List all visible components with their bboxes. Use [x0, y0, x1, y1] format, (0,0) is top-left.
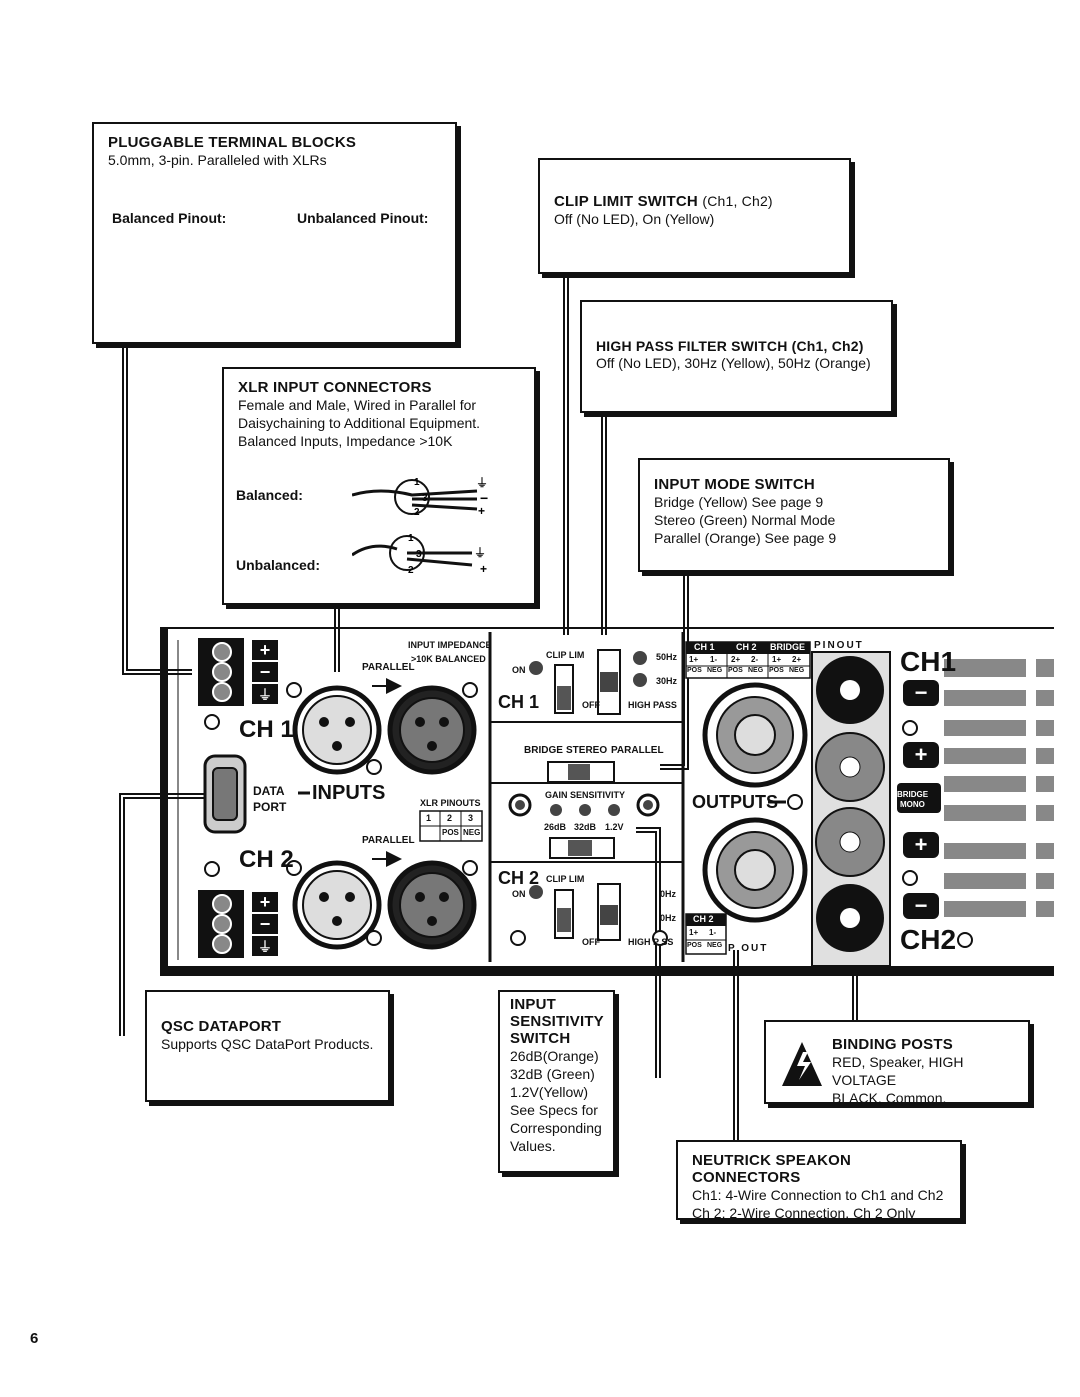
off-label-ch2: OFF: [582, 937, 600, 947]
clip-limit-channels: (Ch1, Ch2): [702, 193, 773, 209]
pinout-2p: 2+: [731, 655, 741, 664]
binding-post-3-red: [816, 808, 884, 876]
xlr-unbalanced-label: Unbalanced:: [236, 557, 321, 573]
svg-text:1: 1: [414, 477, 420, 488]
hz-label-ch2-a: 0Hz: [660, 889, 677, 899]
callout-binding-posts: [764, 1020, 1030, 1104]
input-mode-line-1: Bridge (Yellow) See page 9: [654, 494, 824, 510]
gain-26db-label: 26dB: [544, 822, 567, 832]
pinout-bridge-header: BRIDGE: [770, 642, 806, 652]
bridge-mono-label-1: BRIDGE: [897, 790, 929, 799]
sensitivity-line-5: Corresponding: [510, 1120, 602, 1136]
panel-ch2-label: CH 2: [239, 846, 294, 873]
callout-terminal-blocks: [92, 122, 457, 344]
clip-lim-switch-ch2: [555, 890, 573, 938]
impedance-value: >10K BALANCED: [411, 654, 486, 664]
on-label-ch2: ON: [512, 889, 526, 899]
svg-text:+: +: [259, 892, 271, 912]
svg-text:2: 2: [414, 507, 420, 518]
xlr-pinouts-label: XLR PINOUTS: [420, 798, 481, 808]
clip-lim-switch-ch1: [555, 665, 573, 713]
clip-limit-title: CLIP LIMIT SWITCH: [554, 193, 698, 210]
sensitivity-title-1: INPUT: [510, 996, 556, 1013]
clip-limit-desc: Off (No LED), On (Yellow): [554, 211, 715, 227]
callout-xlr-inputs: [222, 367, 536, 605]
parallel-label-ch1: PARALLEL: [362, 662, 415, 673]
parallel-label-ch2: PARALLEL: [362, 835, 415, 846]
sensitivity-line-2: 32dB (Green): [510, 1066, 595, 1082]
gain-sensitivity-label: GAIN SENSITIVITY: [545, 790, 626, 800]
input-mode-switch: [548, 762, 614, 782]
callout-high-pass: [580, 300, 893, 413]
pinout-label-top: PINOUT: [814, 640, 864, 651]
callout-dataport: [145, 990, 390, 1102]
sensitivity-line-3: 1.2V(Yellow): [510, 1084, 589, 1100]
gain-32db-label: 32dB: [574, 822, 597, 832]
high-pass-switch-ch2: [598, 884, 620, 940]
svg-text:−: −: [914, 680, 928, 705]
output-ch1-label: CH1: [900, 646, 957, 677]
mode-parallel-label: PARALLEL: [611, 745, 664, 756]
xlr-pin-2: 2: [447, 813, 453, 823]
sensitivity-line-4: See Specs for: [510, 1102, 598, 1118]
speakon-ch1: [705, 685, 805, 785]
output-ch2-label: CH2: [900, 924, 957, 955]
xlr-pin-diagrams: [352, 469, 502, 579]
binding-post-2-red: [816, 733, 884, 801]
xlr-male-ch2: [390, 863, 474, 947]
xlr-pin-1: 1: [426, 813, 432, 823]
pinout-b1p: 1+: [772, 655, 782, 664]
sensitivity-title-2: SENSITIVITY: [510, 1013, 604, 1030]
gain-12v-label: 1.2V: [605, 822, 624, 832]
speakon-line-2: Ch 2: 2-Wire Connection, Ch 2 Only: [692, 1205, 916, 1221]
xlr-line-2: Daisychaining to Additional Equipment.: [238, 415, 481, 431]
svg-text:3: 3: [422, 493, 428, 504]
input-impedance-label: INPUT IMPEDANCE: [408, 640, 492, 650]
xlr-title: XLR INPUT CONNECTORS: [238, 379, 432, 396]
input-mode-line-2: Stereo (Green) Normal Mode: [654, 512, 836, 528]
xlr-pin-pos: POS: [442, 828, 459, 837]
dataport-desc: Supports QSC DataPort Products.: [161, 1036, 374, 1052]
svg-text:⏚: ⏚: [474, 546, 487, 560]
xlr-balanced-label: Balanced:: [236, 487, 303, 503]
svg-text:−: −: [914, 893, 928, 918]
svg-text:+: +: [259, 640, 271, 660]
binding-title: BINDING POSTS: [832, 1036, 953, 1053]
pinout-ch2-bottom-header: CH 2: [693, 914, 714, 924]
pinout-2m: 2-: [751, 655, 759, 664]
pinout-bottom-pos: POS: [687, 942, 702, 949]
outputs-label: OUTPUTS: [692, 792, 779, 812]
pinout-pos-2: POS: [728, 667, 743, 674]
binding-line-1: RED, Speaker, HIGH VOLTAGE: [832, 1054, 964, 1088]
page-number: 6: [30, 1330, 39, 1347]
sensitivity-line-1: 26dB(Orange): [510, 1048, 599, 1064]
mode-stereo-label: STEREO: [566, 745, 608, 756]
terminal-blocks-subtitle: 5.0mm, 3-pin. Paralleled with XLRs: [108, 152, 327, 168]
pinout-1p: 1+: [689, 655, 699, 664]
binding-post-4-black: [816, 884, 884, 952]
pinout-1m: 1-: [710, 655, 718, 664]
off-label-ch1: OFF: [582, 700, 600, 710]
svg-text:+: +: [480, 562, 488, 576]
callout-clip-limit: [538, 158, 851, 274]
pinout-neg-2: NEG: [748, 667, 764, 674]
xlr-female-ch1: [295, 688, 379, 772]
pinout-pos-3: POS: [769, 667, 784, 674]
svg-text:2: 2: [408, 565, 414, 576]
svg-text:+: +: [914, 742, 928, 767]
data-port-label-1: DATA: [253, 784, 285, 798]
module-ch2-label: CH 2: [498, 868, 540, 888]
input-mode-title: INPUT MODE SWITCH: [654, 476, 815, 493]
xlr-line-3: Balanced Inputs, Impedance >10K: [238, 433, 453, 449]
svg-text:+: +: [478, 504, 486, 518]
pinout-neg-1: NEG: [707, 667, 723, 674]
high-pass-label-ch1: HIGH PASS: [628, 700, 677, 710]
svg-text:−: −: [259, 662, 271, 682]
sensitivity-line-6: Values.: [510, 1138, 556, 1154]
pinout-b2p: 2+: [792, 655, 802, 664]
xlr-female-ch2: [295, 863, 379, 947]
callout-input-mode: [638, 458, 950, 572]
high-pass-title: HIGH PASS FILTER SWITCH (Ch1, Ch2): [596, 338, 864, 354]
svg-text:1: 1: [408, 533, 414, 544]
speakon-title: NEUTRICK SPEAKON CONNECTORS: [692, 1152, 852, 1186]
balanced-pinout-label: Balanced Pinout:: [112, 210, 227, 226]
clip-lim-label-ch2: CLIP LIM: [546, 874, 585, 884]
svg-text:+: +: [914, 832, 928, 857]
pinout-ch1-header: CH 1: [694, 642, 715, 652]
sensitivity-title-3: SWITCH: [510, 1030, 571, 1047]
bridge-mono-label-2: MONO: [900, 800, 925, 809]
input-mode-line-3: Parallel (Orange) See page 9: [654, 530, 837, 546]
data-port-connector: [205, 756, 245, 832]
binding-line-2: BLACK, Common.: [832, 1090, 947, 1106]
terminal-block-ch1: [198, 638, 278, 706]
unbalanced-pinout-label: Unbalanced Pinout:: [297, 210, 429, 226]
data-port-label-2: PORT: [253, 800, 287, 814]
xlr-pin-neg: NEG: [463, 828, 481, 837]
inputs-label: INPUTS: [312, 782, 386, 804]
pinout-neg-3: NEG: [789, 667, 805, 674]
clip-lim-label-ch1: CLIP LIM: [546, 650, 585, 660]
xlr-line-1: Female and Male, Wired in Parallel for: [238, 397, 477, 413]
hz-50-label: 50Hz: [656, 652, 678, 662]
high-pass-desc: Off (No LED), 30Hz (Yellow), 50Hz (Orange): [596, 355, 871, 371]
module-ch1-label: CH 1: [498, 692, 540, 712]
svg-text:−: −: [259, 914, 271, 934]
heatsink-fins: [944, 659, 1054, 917]
xlr-male-ch1: [390, 688, 474, 772]
svg-text:⏚: ⏚: [476, 476, 489, 490]
svg-text:⏚: ⏚: [258, 939, 272, 955]
terminal-block-ch2: [198, 890, 278, 958]
pinout-bottom-1p: 1+: [689, 928, 699, 937]
mode-bridge-label: BRIDGE: [524, 745, 563, 756]
speakon-ch2: [705, 820, 805, 920]
dataport-title: QSC DATAPORT: [161, 1018, 282, 1035]
panel-ch1-label: CH 1: [239, 716, 294, 743]
pinout-bottom-neg: NEG: [707, 942, 723, 949]
pinout-label-bottom: P OUT: [728, 943, 769, 954]
high-pass-label-ch2: HIGH P SS: [628, 937, 674, 947]
terminal-blocks-title: PLUGGABLE TERMINAL BLOCKS: [108, 134, 357, 151]
hz-30-label: 30Hz: [656, 676, 678, 686]
high-pass-switch-ch1: [598, 650, 620, 714]
pinout-bottom-1m: 1-: [709, 928, 717, 937]
speakon-line-1: Ch1: 4-Wire Connection to Ch1 and Ch2: [692, 1187, 944, 1203]
pinout-ch2-header: CH 2: [736, 642, 757, 652]
xlr-pin-3: 3: [468, 813, 474, 823]
callout-speakon: [676, 1140, 962, 1220]
callout-sensitivity: [498, 990, 615, 1173]
svg-text:3: 3: [416, 549, 422, 560]
hz-label-ch2-b: 0Hz: [660, 913, 677, 923]
on-label-ch1: ON: [512, 665, 526, 675]
gain-switch: [550, 838, 614, 858]
svg-text:⏚: ⏚: [258, 687, 272, 703]
binding-post-1-black: [816, 656, 884, 724]
pinout-pos-1: POS: [687, 667, 702, 674]
svg-text:−: −: [480, 490, 489, 506]
